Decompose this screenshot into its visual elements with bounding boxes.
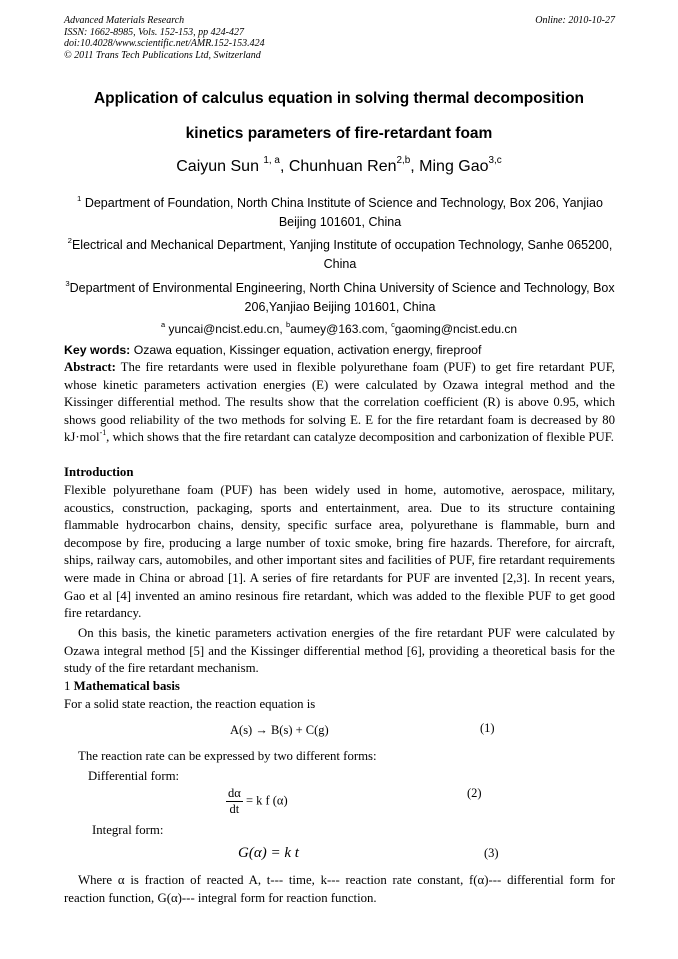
email-link[interactable]: yuncai@ncist.edu.cn: [168, 322, 280, 336]
equation-2-number: (2): [467, 786, 482, 800]
section-heading-introduction: Introduction: [64, 465, 134, 479]
affiliation-3: [64, 279, 616, 317]
abstract: [64, 359, 615, 447]
equation-2: [226, 786, 288, 817]
affiliation-text: Department of Foundation, North China Institute of Science and Technology, Box 206, Yanjiao Beijing 101601, China: [84, 196, 603, 229]
affiliation-text: Electrical and Mechanical Department, Yanjing Institute of occupation Technology, Sanhe 065200, China: [71, 238, 613, 271]
author-name: Caiyun Sun: [176, 158, 259, 175]
fraction-numerator: dα: [228, 786, 241, 800]
equation-1: A(s) → B(s) + C(g): [230, 723, 329, 737]
equation-3: G(α) = k t: [238, 845, 299, 861]
journal-info: [64, 15, 265, 61]
section-title: Mathematical basis: [73, 679, 180, 693]
affiliation-1: [64, 194, 616, 232]
keywords-label: Key words:: [64, 343, 131, 357]
keywords: [64, 342, 615, 360]
abstract-text: The fire retardants were used in flexible polyurethane foam (PUF) to get fire retardant PUF, whose kinetic parameters activation energies (E) were calculated by Ozawa integral method and the Kissinger differential method. The results show that the correlation coefficient (R) is above 0.95, which shows good reliability of the two methods for solving E. E for the fire retardant foam is decreased by 80 kJ·mol: [64, 360, 616, 445]
equation-3-number: (3): [484, 846, 499, 860]
abstract-label: Abstract:: [64, 360, 116, 374]
equation-2-rhs: = k f (α): [245, 793, 288, 808]
author-name: Ming Gao: [419, 158, 489, 175]
email-link[interactable]: aumey@163.com: [290, 322, 385, 336]
section-number: 1: [64, 679, 71, 693]
author-name: Chunhuan Ren: [288, 158, 397, 175]
author-sup: 1, a: [263, 155, 280, 167]
intro-paragraph-2: On this basis, the kinetic parameters activation energies of the fire retardant PUF were calculated by Ozawa integral method [5] and the Kissinger differential method [6], providing a theoretical basis for the study of the fire retardant mechanism.: [64, 626, 615, 676]
label-differential-form: Differential form:: [88, 769, 180, 783]
journal-issn: ISSN: 1662-8985, Vols. 152-153, pp 424-427: [64, 26, 244, 38]
journal-copyright: © 2011 Trans Tech Publications Ltd, Switzerland: [64, 49, 261, 61]
abstract-text-end: , which shows that the fire retardant can catalyze decomposition and carbonization of flexible PUF.: [106, 430, 615, 445]
paragraph-reaction: For a solid state reaction, the reaction equation is: [64, 697, 316, 711]
paragraph-definitions: Where α is fraction of reacted A, t--- time, k--- reaction rate constant, f(α)--- differential form for reaction function, G(α)--- integral form for reaction function.: [64, 873, 615, 905]
author-list: Caiyun Sun $^{1, a}$, Chunhuan Ren$^{2,b}$, Ming Gao$^{3,c}$: [176, 155, 502, 175]
email-sup: a: [160, 319, 166, 329]
journal-name: Advanced Materials Research: [64, 15, 185, 26]
online-date: Online: 2010-10-27: [535, 15, 615, 26]
author-sup: 2,b: [396, 155, 411, 167]
author-sup: 3,c: [488, 155, 502, 167]
affiliation-2: [62, 236, 618, 274]
email-sup: b: [286, 319, 291, 329]
affiliation-text: Department of Environmental Engineering, North China University of Science and Technology, Box 206,Yanjiao Beijing 101601, China: [69, 281, 615, 314]
keywords-text: Ozawa equation, Kissinger equation, activation energy, fireproof: [133, 343, 482, 357]
unit-exponent: -1: [99, 427, 107, 437]
derivative-fraction: [226, 786, 243, 817]
paper-title-line-2: kinetics parameters of fire-retardant foam: [185, 125, 493, 142]
author-emails: $^a$ yuncai@ncist.edu.cn, $^b$aumey@163.com, $^c$gaoming@ncist.edu.cn: [160, 319, 518, 336]
affiliation-number: 1: [77, 193, 82, 203]
paper-title-line-1: Application of calculus equation in solving thermal decomposition: [93, 90, 585, 107]
email-link[interactable]: gaoming@ncist.edu.cn: [394, 322, 518, 336]
label-integral-form: Integral form:: [92, 823, 164, 837]
journal-doi: doi:10.4028/www.scientific.net/AMR.152-153.424: [64, 38, 265, 49]
section-heading-mathematical-basis: [64, 678, 615, 696]
email-sup: c: [391, 319, 395, 329]
fraction-denominator: dt: [229, 802, 240, 816]
affiliation-number: 3: [65, 278, 70, 288]
affiliation-number: 2: [67, 235, 72, 245]
paragraph-rate-forms: The reaction rate can be expressed by two different forms:: [78, 749, 377, 763]
intro-paragraph-1: Flexible polyurethane foam (PUF) has been widely used in home, automotive, aerospace, military, acoustics, construction, packaging, sports and entertainment, area. Due to its structure containing flammable hydrocarbon chains, density, specific surface area, polyurethane is flammable, burn and decompose by fire, producing a large number of toxic smoke, bring fire hazards. Therefore, for aircraft, ships, railway cars, automobiles, and other important sites and facilities of PUF, fire retardant requirements were made in China or abroad [1]. A series of fire retardants for PUF are invented [2,3]. In recent years, Gao et al [4] invented an amino resinous fire retardant, which was added to the flexible PUF to get good fire retardancy.: [64, 483, 615, 621]
equation-1-number: (1): [480, 721, 495, 735]
